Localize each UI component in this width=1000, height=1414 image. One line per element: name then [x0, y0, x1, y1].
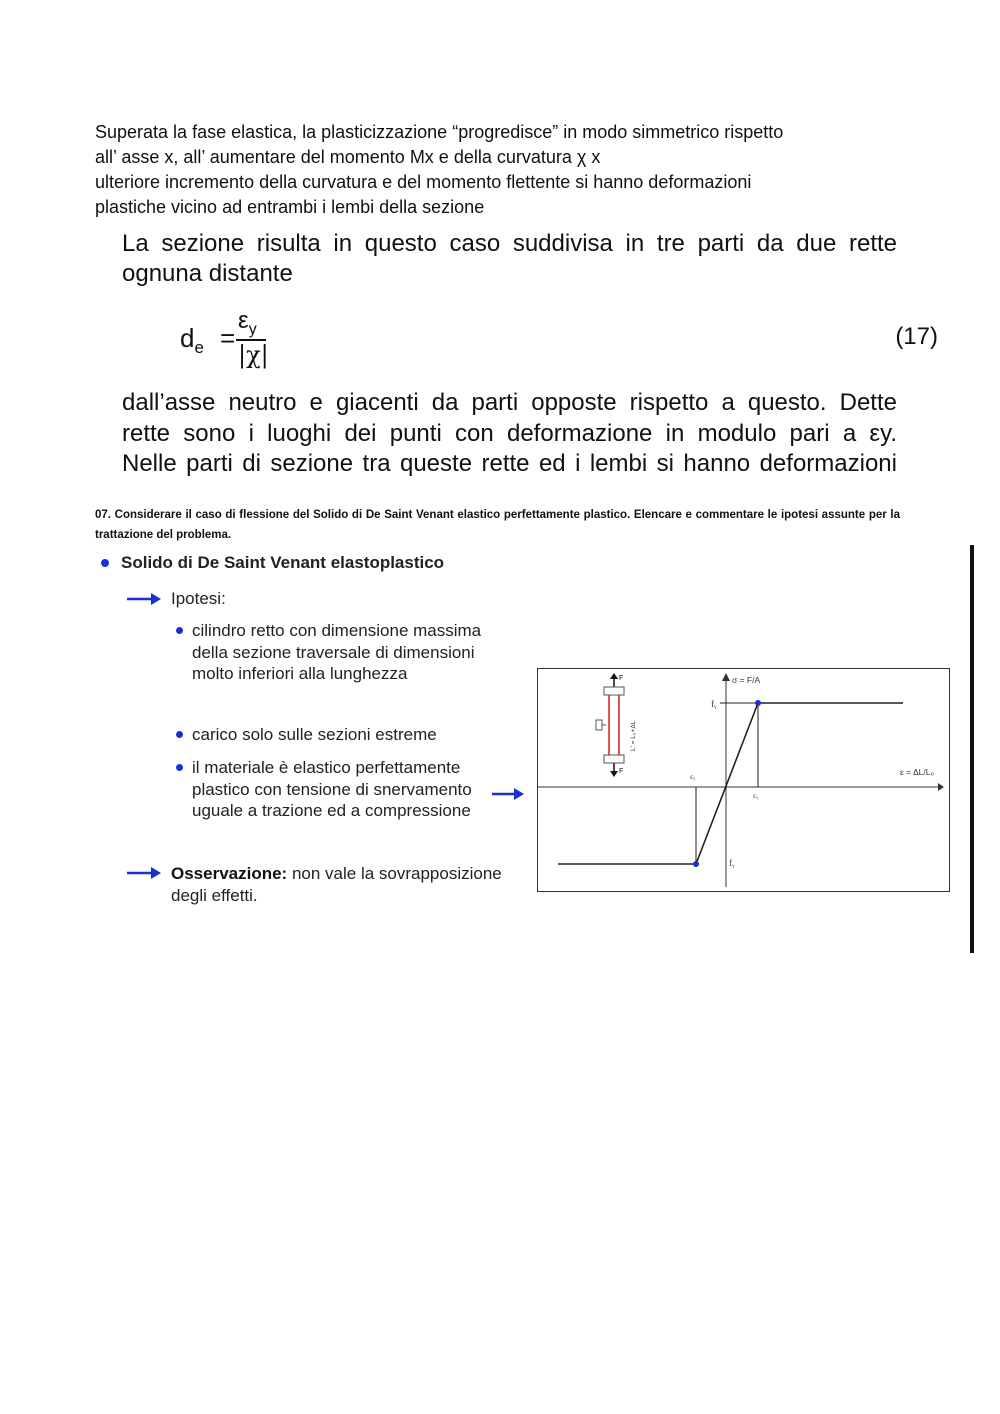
- ey-right-label: εᵧ: [753, 791, 759, 800]
- formula-de: [180, 307, 938, 377]
- bullet-icon: [101, 559, 109, 567]
- slide2-bullet-1: cilindro retto con dimensione massima della sezione traversale di dimensioni molto inferiori alla lunghezza: [192, 621, 482, 683]
- formula-number: (17): [895, 323, 938, 350]
- slide2-bullet-2: carico solo sulle sezioni estreme: [192, 725, 437, 744]
- specimen-length-label: L' = L₀+ΔL: [630, 720, 637, 751]
- slide-excerpt-sezione: [110, 225, 938, 487]
- arrow-right-icon: [127, 866, 161, 880]
- question-07: 07. Considerare il caso di flessione del Solido di De Saint Venant elastico perfettamente plastico. Elencare e commentare le ipotesi assunte per la trattazione del problema.: [95, 509, 900, 541]
- bullet-icon: [176, 731, 183, 738]
- formula-equals: =: [220, 323, 236, 353]
- slide2-ipotesi-label: Ipotesi:: [171, 589, 226, 608]
- formula-lhs: $d_e$: [180, 323, 204, 358]
- observation-label: Osservazione:: [171, 864, 288, 883]
- slide1-text-1a: La sezione risulta in questo caso suddivisa in tre parti da due rette: [122, 230, 897, 257]
- intro-line-3: ulteriore incremento della curvatura e del momento flettente si hanno deformazioni: [95, 172, 752, 192]
- slide1-text-4: Nelle parti di sezione tra queste rette ed i lembi si hanno deformazioni: [122, 450, 897, 477]
- arrow-right-icon: [127, 592, 161, 606]
- slide-elastoplastico: [95, 548, 965, 918]
- yield-point-bottom: [693, 861, 699, 867]
- stress-strain-svg: [538, 669, 949, 891]
- y-axis-label: σ = F/A: [732, 675, 761, 685]
- bullet-icon: [176, 627, 183, 634]
- force-bottom-label: F: [619, 768, 624, 775]
- force-top-label: F: [619, 675, 624, 682]
- force-down-arrow-icon: [610, 771, 618, 777]
- observation-text: non vale la sovrapposizione degli effetti.: [171, 864, 502, 905]
- slide2-observation: [171, 863, 531, 906]
- force-up-arrow-icon: [610, 673, 618, 679]
- bullet-icon: [176, 764, 183, 771]
- arrow-right-icon: [492, 787, 524, 801]
- x-axis-label: ε = ΔL/L₀: [900, 767, 935, 777]
- fy-top-label: fᵧ: [711, 699, 717, 709]
- y-axis-arrow-icon: [722, 673, 730, 681]
- slide2-bullet-3: il materiale è elastico perfettamente plastico con tensione di snervamento uguale a trazione ed a compressione: [192, 758, 472, 820]
- yield-point-top: [755, 700, 761, 706]
- x-axis-arrow-icon: [938, 783, 944, 791]
- slide1-text-3: rette sono i luoghi dei punti con deformazione in modulo pari a εy.: [122, 420, 897, 447]
- ey-left-label: εᵧ: [690, 772, 696, 781]
- intro-line-4: plastiche vicino ad entrambi i lembi della sezione: [95, 197, 485, 217]
- formula-denominator: |χ|: [238, 341, 269, 369]
- slide1-text-1b: ognuna distante: [122, 260, 293, 287]
- stress-strain-diagram: [537, 668, 950, 892]
- fy-bottom-label: fᵧ: [729, 858, 735, 868]
- specimen-sketch: [596, 673, 637, 777]
- intro-line-2: all’ asse x, all’ aumentare del momento Mx e della curvatura χ x: [95, 147, 601, 167]
- intro-line-1: Superata la fase elastica, la plasticizzazione “progredisce” in modo simmetrico rispetto: [95, 122, 784, 142]
- slide1-text-2: dall’asse neutro e giacenti da parti opposte rispetto a questo. Dette: [122, 389, 897, 416]
- margin-bar: [970, 545, 974, 953]
- slide2-title: Solido di De Saint Venant elastoplastico: [121, 553, 445, 572]
- intro-paragraph: [95, 120, 915, 220]
- formula-numerator: $\varepsilon_y$: [238, 307, 257, 338]
